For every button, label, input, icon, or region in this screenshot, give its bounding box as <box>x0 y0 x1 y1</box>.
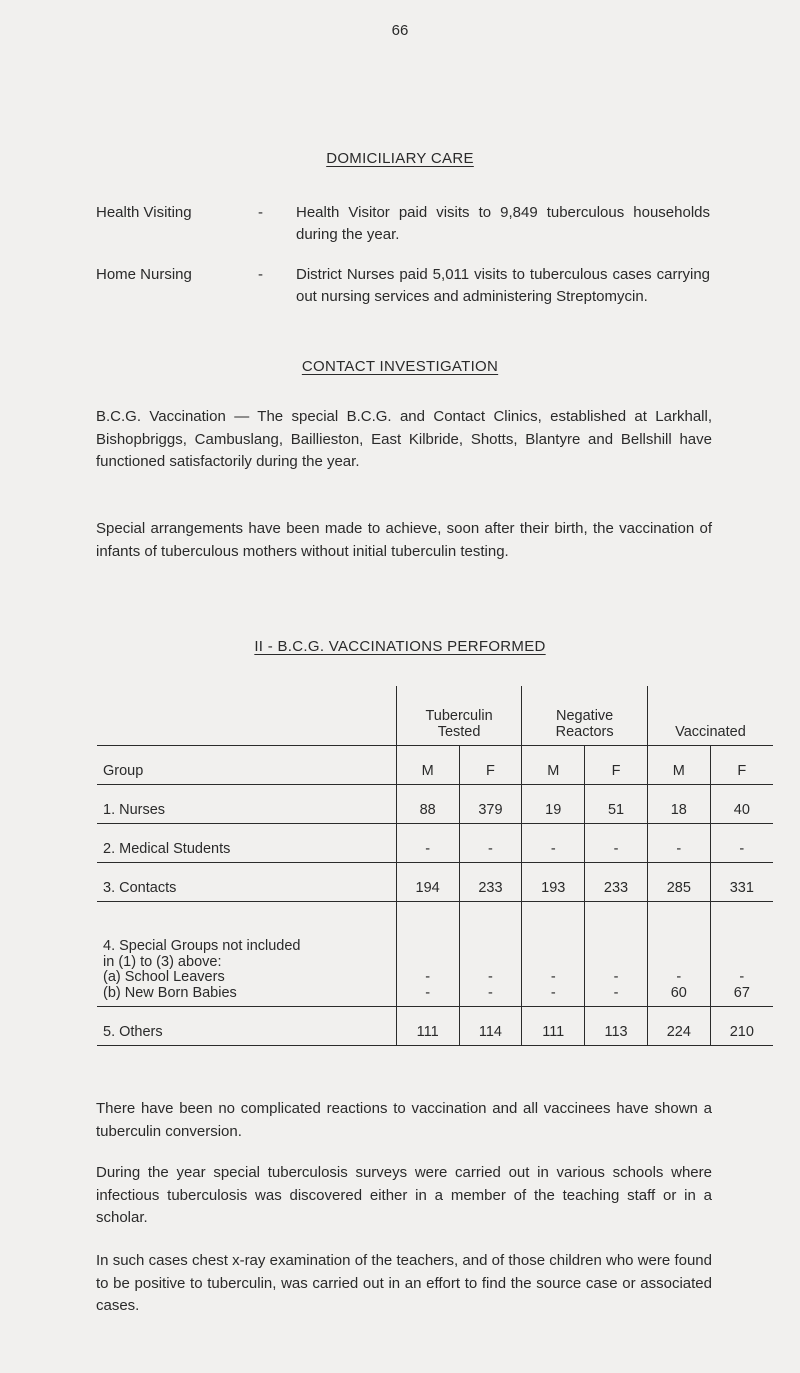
cell: - - <box>585 902 648 1007</box>
cell: 111 <box>522 1007 585 1046</box>
cell: - <box>585 824 648 863</box>
table-row <box>97 785 773 824</box>
row-label: 4. Special Groups not included in (1) to (3) above: (a) School Leavers (b) New Born Babies <box>97 902 396 1007</box>
contact-heading <box>0 358 800 375</box>
domiciliary-heading-text: DOMICILIARY CARE <box>326 150 474 167</box>
table-row <box>97 824 773 863</box>
cell: - - <box>396 902 459 1007</box>
row-label: 1. Nurses <box>97 785 396 824</box>
cell: 224 <box>647 1007 710 1046</box>
surveys-paragraph: During the year special tuberculosis surveys were carried out in various schools where infectious tuberculosis was discovered either in a member of the teaching staff or in a scholar. <box>96 1164 712 1226</box>
row-label: 5. Others <box>97 1007 396 1046</box>
table-row <box>97 1007 773 1046</box>
cell: 40 <box>710 785 773 824</box>
cell: 233 <box>585 863 648 902</box>
cell: 113 <box>585 1007 648 1046</box>
home-nursing-label: Home Nursing <box>96 266 192 283</box>
col-group-negative-reactors: Negative Reactors <box>522 686 648 746</box>
page-number: 66 <box>391 22 409 39</box>
subheader-f: F <box>585 746 648 785</box>
cell: 114 <box>459 1007 522 1046</box>
cell: - 67 <box>710 902 773 1007</box>
contact-heading-text: CONTACT INVESTIGATION <box>301 358 499 375</box>
bcg-vaccinations-table <box>97 686 773 1046</box>
domiciliary-heading <box>0 150 800 167</box>
subheader-f: F <box>459 746 522 785</box>
table-subheader-row <box>97 746 773 785</box>
home-nursing-text: District Nurses paid 5,011 visits to tuberculous cases carrying out nursing services and administering Streptomycin. <box>296 266 710 305</box>
cell: 111 <box>396 1007 459 1046</box>
cell: - 60 <box>647 902 710 1007</box>
cell: - - <box>459 902 522 1007</box>
health-visiting-label: Health Visiting <box>96 204 192 221</box>
cell: 210 <box>710 1007 773 1046</box>
cell: - <box>647 824 710 863</box>
health-visiting-entry <box>96 202 710 246</box>
cell: - <box>396 824 459 863</box>
col-group-tuberculin-tested: Tuberculin Tested <box>396 686 522 746</box>
subheader-m: M <box>522 746 585 785</box>
cell: 331 <box>710 863 773 902</box>
row-label: 2. Medical Students <box>97 824 396 863</box>
header-blank-cell <box>97 686 396 746</box>
xray-paragraph: In such cases chest x-ray examination of the teachers, and of those children who were found to be positive to tuberculin, was carried out in an effort to find the source case or associated cases. <box>96 1252 712 1314</box>
entry-dash: - <box>258 266 263 283</box>
table-row <box>97 863 773 902</box>
cell: 19 <box>522 785 585 824</box>
table-group-header-row <box>97 686 773 746</box>
subheader-f: F <box>710 746 773 785</box>
col-group-vaccinated: Vaccinated <box>647 686 773 746</box>
cell: 193 <box>522 863 585 902</box>
bcg-vaccination-paragraph: B.C.G. Vaccination — The special B.C.G. and Contact Clinics, established at Larkhall, Bishopbriggs, Cambuslang, Baillieston, East Kilbride, Shotts, Blantyre and Bellshill have functioned satisfactorily during the year. <box>96 408 712 470</box>
no-complications-paragraph: There have been no complicated reactions to vaccination and all vaccinees have shown a tuberculin conversion. <box>96 1100 712 1140</box>
table-heading-text: II - B.C.G. VACCINATIONS PERFORMED <box>254 638 546 655</box>
table-heading <box>0 638 800 655</box>
group-label: Group <box>97 746 396 785</box>
home-nursing-entry <box>96 264 710 308</box>
cell: 285 <box>647 863 710 902</box>
cell: 194 <box>396 863 459 902</box>
special-arrangements-paragraph: Special arrangements have been made to achieve, soon after their birth, the vaccination of infants of tuberculous mothers without initial tuberculin testing. <box>96 520 712 560</box>
entry-dash: - <box>258 204 263 221</box>
health-visiting-text: Health Visitor paid visits to 9,849 tuberculous households during the year. <box>296 204 710 243</box>
subheader-m: M <box>647 746 710 785</box>
row-label: 3. Contacts <box>97 863 396 902</box>
table-row <box>97 902 773 1007</box>
cell: 379 <box>459 785 522 824</box>
cell: 18 <box>647 785 710 824</box>
cell: - - <box>522 902 585 1007</box>
cell: - <box>459 824 522 863</box>
cell: - <box>522 824 585 863</box>
cell: 233 <box>459 863 522 902</box>
subheader-m: M <box>396 746 459 785</box>
cell: 51 <box>585 785 648 824</box>
cell: 88 <box>396 785 459 824</box>
cell: - <box>710 824 773 863</box>
